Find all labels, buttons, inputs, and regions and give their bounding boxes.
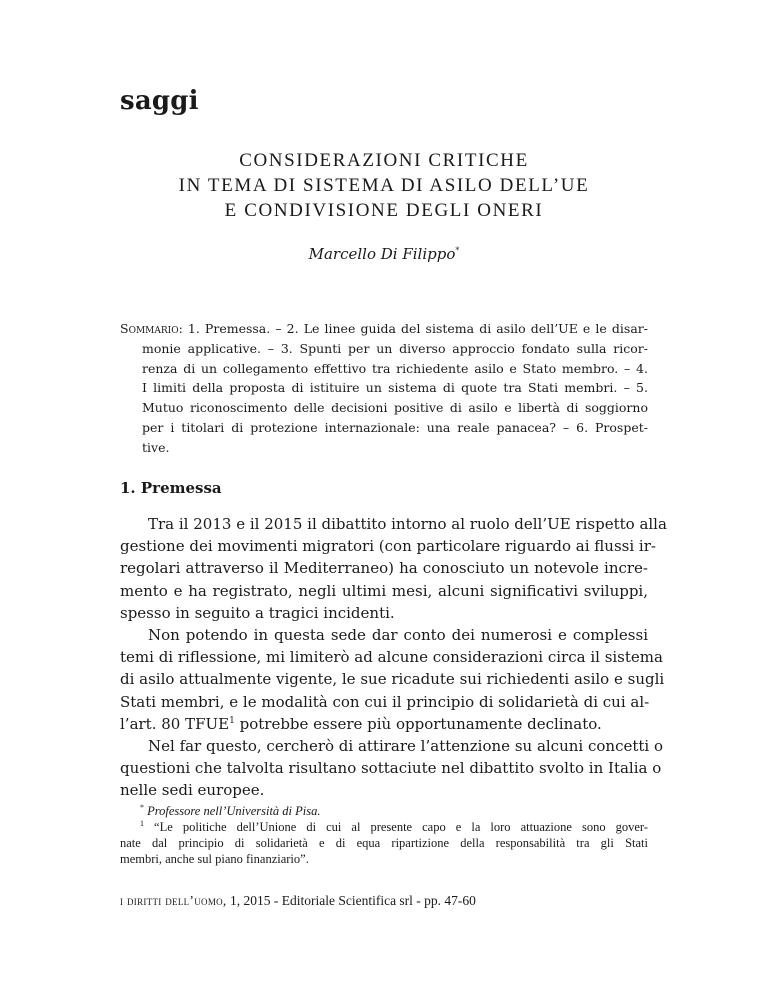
body-line: regolari attraverso il Mediterraneo) ha conosciuto un notevole incre- xyxy=(120,559,648,578)
summary-label: Sommario: xyxy=(120,321,183,336)
title-line: CONSIDERAZIONI CRITICHE xyxy=(239,150,529,171)
body-line: Stati membri, e le modalità con cui il principio di solidarietà di cui al- xyxy=(120,692,650,711)
section-tag: saggi xyxy=(120,86,199,116)
article-title xyxy=(0,148,768,223)
summary-line: monie applicative. – 3. Spunti per un diverso approccio fondato sulla ricor- xyxy=(142,340,648,356)
summary-line: tive. xyxy=(142,439,170,455)
footnote-ref[interactable]: 1 xyxy=(229,715,235,726)
body-text xyxy=(120,513,667,802)
author-note-mark: * xyxy=(455,246,460,255)
body-line: di asilo attualmente vigente, le sue ricadute sui richiedenti asilo e sugli xyxy=(120,670,665,689)
body-line: questioni che talvolta risultano sottaciute nel dibattito svolto in Italia o xyxy=(120,759,662,778)
summary-line: per i titolari di protezione internazionale: una reale panacea? – 6. Prospet- xyxy=(142,419,648,435)
footnote-star: * Professore nell’Università di Pisa. xyxy=(140,802,321,818)
body-line: gestione dei movimenti migratori (con particolare riguardo ai flussi ir- xyxy=(120,537,656,556)
body-line: temi di riflessione, mi limiterò ad alcune considerazioni circa il sistema xyxy=(120,648,663,667)
footnote-line: nate dal principio di solidarietà e di equa ripartizione della responsabilità tra gli Stati xyxy=(120,836,648,850)
author-name: Marcello Di Filippo xyxy=(308,245,456,263)
journal-name: i diritti dell’uomo, xyxy=(120,893,227,908)
footer-citation: 1, 2015 - Editoriale Scientifica srl - pp. 47-60 xyxy=(226,893,476,908)
summary-line: Sommario: 1. Premessa. – 2. Le linee guida del sistema di asilo dell’UE e le disar- xyxy=(120,321,648,336)
section-heading: 1. Premessa xyxy=(120,479,222,497)
body-line: nelle sedi europee. xyxy=(120,781,265,800)
page-footer xyxy=(120,893,476,909)
body-line: spesso in seguito a tragici incidenti. xyxy=(120,603,395,622)
body-line: Nel far questo, cercherò di attirare l’attenzione su alcuni concetti o xyxy=(148,737,663,756)
body-line: l’art. 80 TFUE$^1$ potrebbe essere più opportunamente declinato. xyxy=(120,714,602,733)
footnote-star-mark: * xyxy=(140,802,144,812)
title-line: E CONDIVISIONE DEGLI ONERI xyxy=(224,200,544,221)
footnotes xyxy=(120,803,648,867)
title-line: IN TEMA DI SISTEMA DI ASILO DELL’UE xyxy=(178,175,590,196)
body-line: Tra il 2013 e il 2015 il dibattito intorno al ruolo dell’UE rispetto alla xyxy=(148,515,667,533)
footnote-line: membri, anche sul piano finanziario”. xyxy=(120,852,309,866)
summary-line: renza di un collegamento effettivo tra richiedente asilo e Stato membro. – 4. xyxy=(142,360,648,376)
author-byline xyxy=(0,245,768,263)
summary-block xyxy=(120,319,648,458)
footnote-one: $^1$ “Le politiche dell’Unione di cui al presente capo e la loro attuazione sono gover- xyxy=(140,818,649,834)
body-line: Non potendo in questa sede dar conto dei numerosi e complessi xyxy=(148,626,648,645)
footnote-one-mark: 1 xyxy=(140,818,144,828)
body-line: mento e ha registrato, negli ultimi mesi, alcuni significativi sviluppi, xyxy=(120,581,648,600)
summary-line: I limiti della proposta di istituire un sistema di quote tra Stati membri. – 5. xyxy=(142,380,648,396)
summary-line: Mutuo riconoscimento delle decisioni positive di asilo e libertà di soggiorno xyxy=(142,400,648,416)
